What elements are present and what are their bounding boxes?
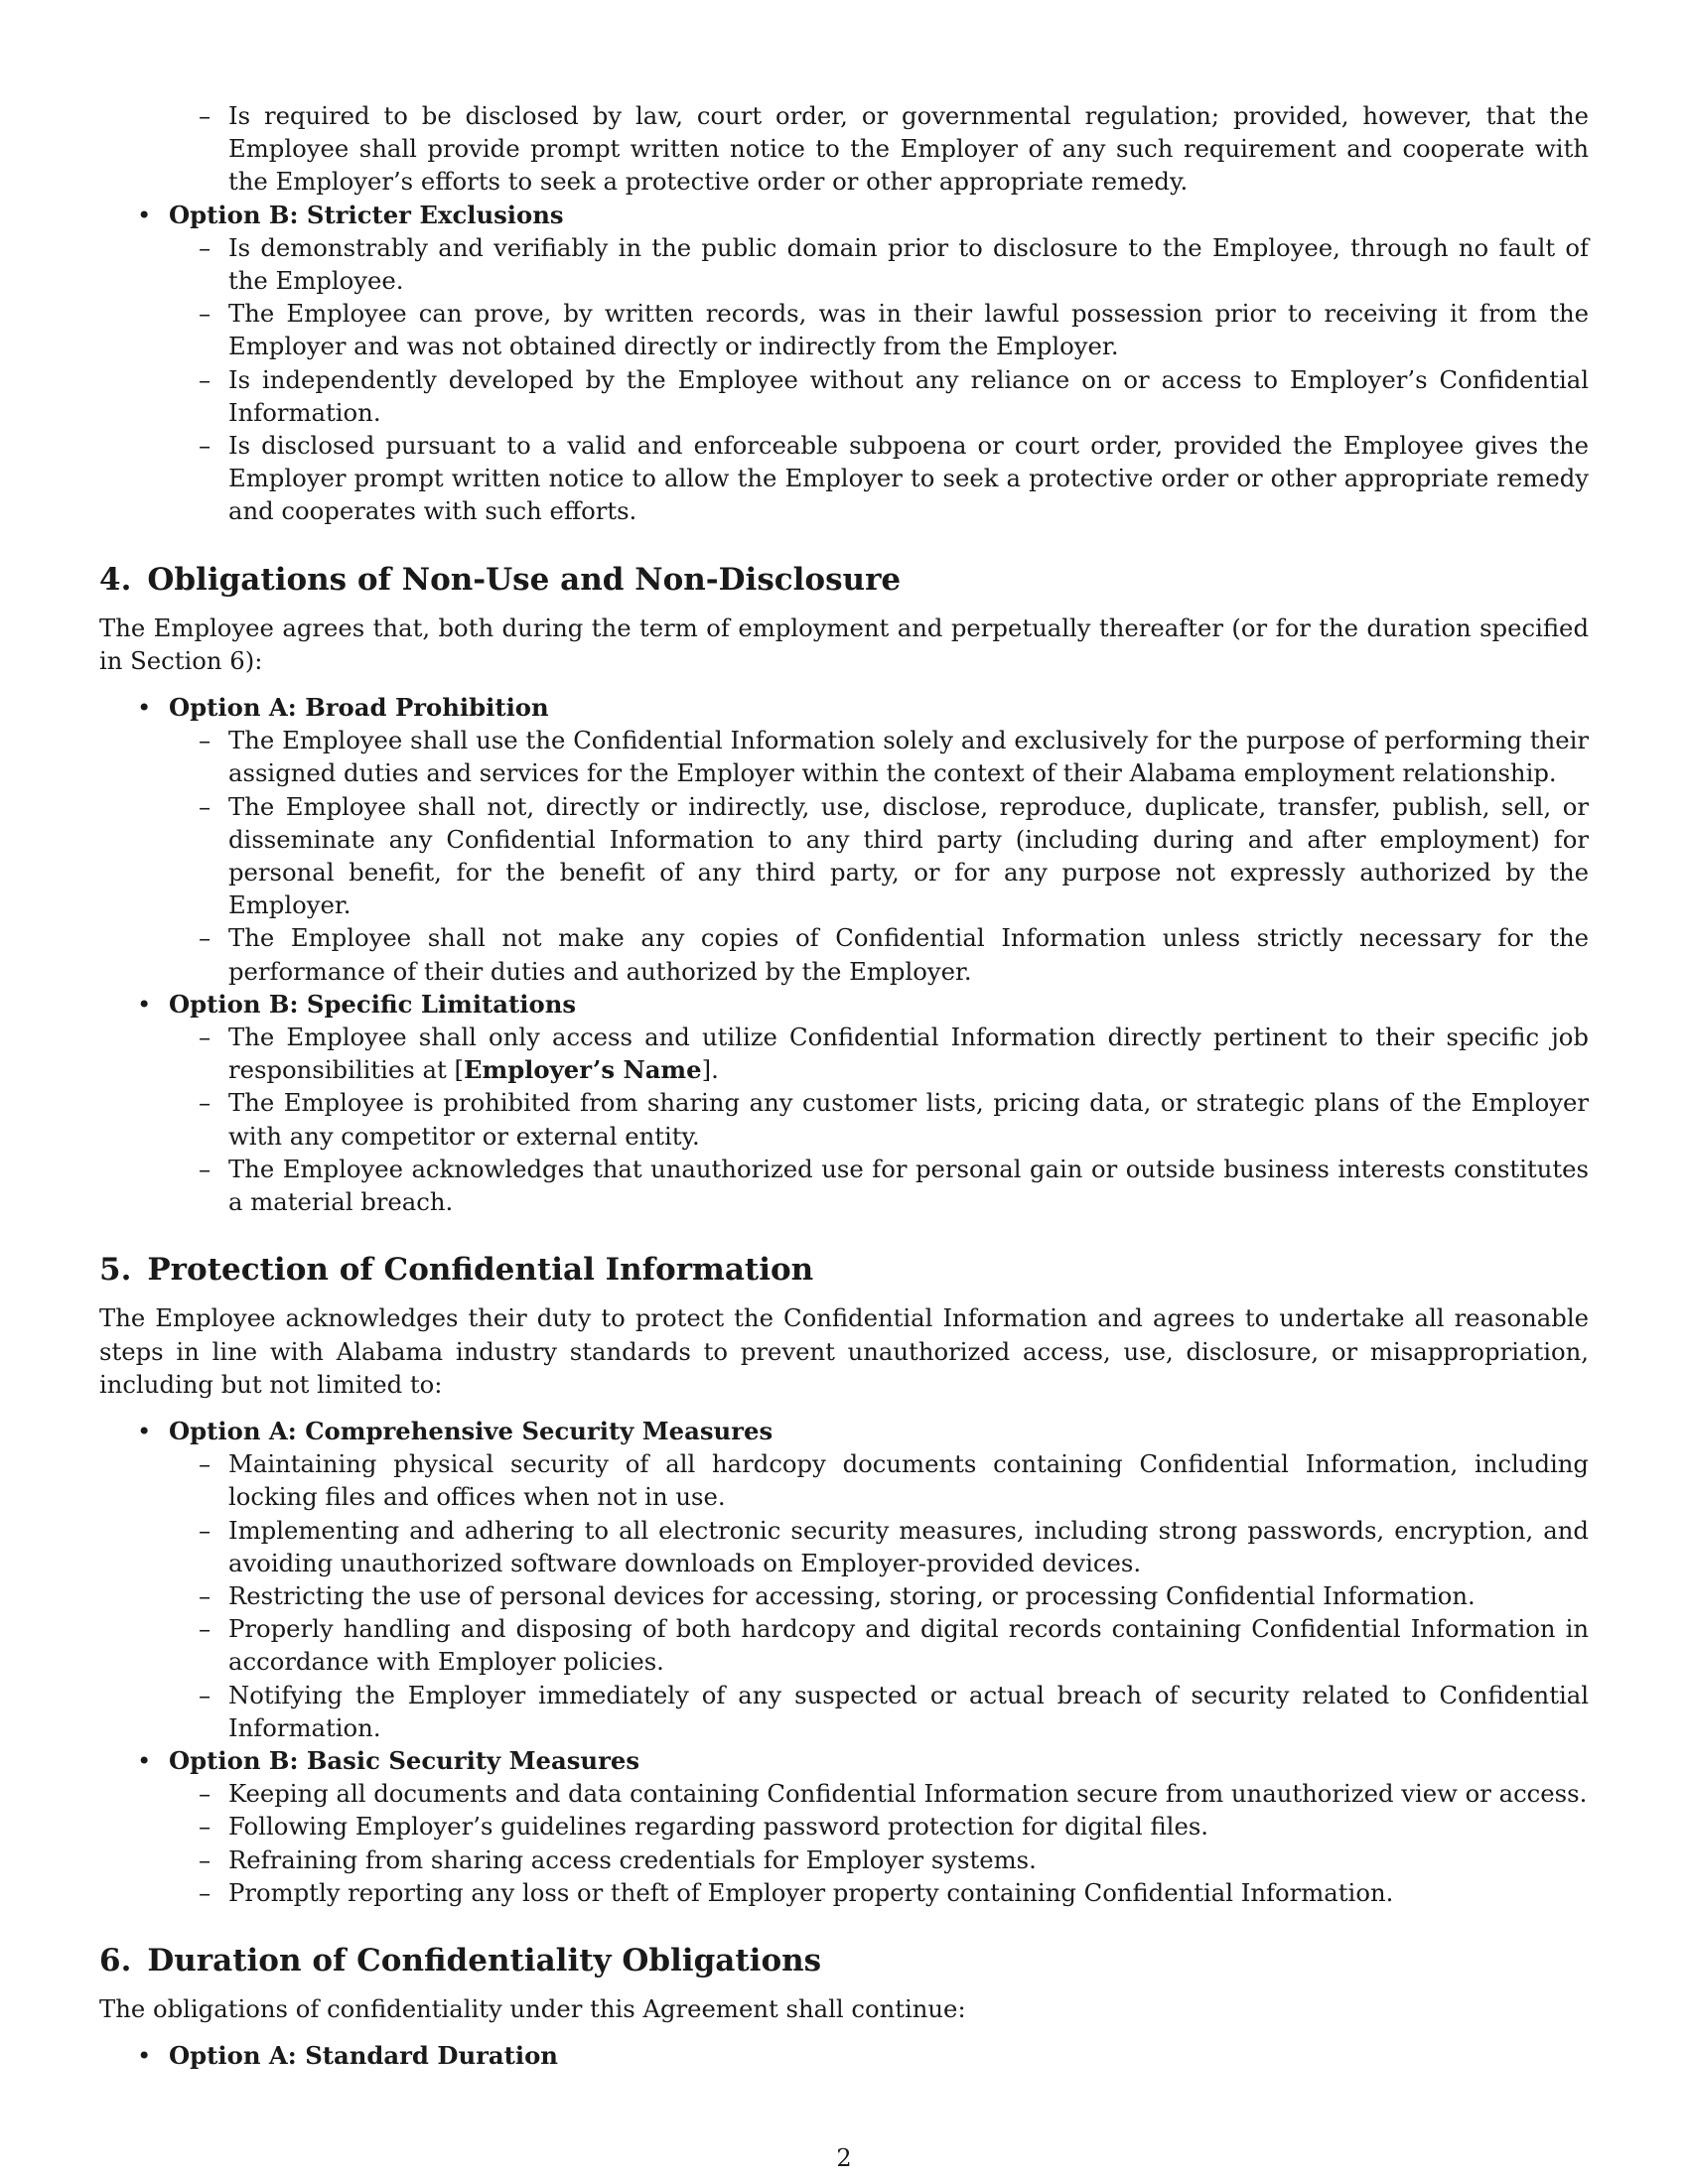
list-item: – The Employee can prove, by written records, was in their lawful possession prior to receiving it from the Employer and was not obtained directly or indirectly from the Employer. [169,297,1589,362]
section-4-heading [99,560,1589,600]
section-4-options [99,691,1589,1218]
section-6-heading [99,1941,1589,1980]
option-b-stricter-exclusions [99,199,1589,528]
option-b-basic-security [99,1744,1589,1909]
option-title: Option A: Standard Duration [169,2041,558,2071]
list-item: – Implementing and adhering to all electronic security measures, including strong passwords, encryption, and avoiding unauthorized software downloads on Employer-provided devices. [169,1514,1589,1579]
page-number: 2 [836,2144,852,2172]
list-item: – Notifying the Employer immediately of any suspected or actual breach of security related to Confidential Information. [169,1679,1589,1744]
list-item: – The Employee shall use the Confidential Information solely and exclusively for the purpose of performing their assigned duties and services for the Employer within the context of their Alabama employment relationship. [169,724,1589,789]
option-a-standard-duration [99,2039,1589,2072]
list-item: – Is demonstrably and verifiably in the public domain prior to disclosure to the Employee, through no fault of the Employee. [169,231,1589,297]
section-3-continuation [99,99,1589,528]
option-a-continuation [99,99,1589,199]
option-title: Option B: Specific Limitations [169,989,577,1019]
list-item [169,1021,1589,1086]
list-item: – Restricting the use of personal devices for accessing, storing, or processing Confidential Information. [169,1579,1589,1612]
placeholder-employer-name: Employer’s Name [463,1055,702,1085]
list-item: – Is disclosed pursuant to a valid and enforceable subpoena or court order, provided the Employee gives the Employer prompt written notice to allow the Employer to seek a protective order or other appropriate remedy and cooperates with such efforts. [169,429,1589,528]
option-title: Option A: Broad Prohibition [169,693,549,723]
option-title: Option B: Basic Security Measures [169,1745,640,1775]
section-title: Obligations of Non-Use and Non-Disclosure [147,561,902,598]
section-title: Protection of Confidential Information [147,1252,814,1289]
section-4-intro: The Employee agrees that, both during the term of employment and perpetually thereafter (or for the duration specified in Section 6): [99,613,1589,675]
list-item-text: The Employee shall only access and utilize Confidential Information directly pertinent to their specific job responsibilities at [ [228,1023,1589,1085]
list-item: – The Employee shall not make any copies of Confidential Information unless strictly necessary for the performance of their duties and authorized by the Employer. [169,921,1589,987]
section-number: 6. [99,1942,132,1979]
section-5-intro: The Employee acknowledges their duty to protect the Confidential Information and agrees to undertake all reasonable steps in line with Alabama industry standards to prevent unauthorized access, use, disclosure, or misappropriation, including but not limited to: [99,1303,1589,1399]
section-6-intro: The obligations of confidentiality under this Agreement shall continue: [99,1993,966,2023]
section-5-heading [99,1250,1589,1290]
list-item: – Following Employer’s guidelines regarding password protection for digital files. [169,1810,1589,1843]
option-title: Option B: Stricter Exclusions [169,200,564,229]
list-item: – Is independently developed by the Employee without any reliance on or access to Employer’s Confidential Information. [169,363,1589,429]
section-5-options [99,1415,1589,1909]
list-item: – The Employee is prohibited from sharing any customer lists, pricing data, or strategic plans of the Employer with any competitor or external entity. [169,1086,1589,1152]
list-item-text: ]. [701,1055,719,1085]
list-item: – Promptly reporting any loss or theft of Employer property containing Confidential Information. [169,1876,1589,1909]
section-number: 5. [99,1252,132,1289]
section-6-options [99,2039,1589,2072]
list-item: – Properly handling and disposing of both hardcopy and digital records containing Confidential Information in accordance with Employer policies. [169,1612,1589,1678]
section-title: Duration of Confidentiality Obligations [147,1942,822,1979]
list-item: – Keeping all documents and data containing Confidential Information secure from unauthorized view or access. [169,1777,1589,1810]
list-item: – The Employee acknowledges that unauthorized use for personal gain or outside business interests constitutes a material breach. [169,1153,1589,1218]
option-a-broad-prohibition [99,691,1589,988]
option-title: Option A: Comprehensive Security Measures [169,1416,774,1445]
list-item: – Maintaining physical security of all hardcopy documents containing Confidential Information, including locking files and offices when not in use. [169,1447,1589,1513]
list-item: – Is required to be disclosed by law, court order, or governmental regulation; provided, however, that the Employee shall provide prompt written notice to the Employer of any such requirement and cooperate with the Employer’s efforts to seek a protective order or other appropriate remedy. [169,99,1589,199]
section-number: 4. [99,561,132,598]
document-page [99,99,1589,2072]
option-a-comprehensive-security [99,1415,1589,1744]
list-item: – Refraining from sharing access credentials for Employer systems. [169,1843,1589,1876]
option-b-specific-limitations [99,988,1589,1218]
list-item: – The Employee shall not, directly or indirectly, use, disclose, reproduce, duplicate, transfer, publish, sell, or disseminate any Confidential Information to any third party (including during and after employment) for personal benefit, for the benefit of any third party, or for any purpose not expressly authorized by the Employer. [169,790,1589,922]
